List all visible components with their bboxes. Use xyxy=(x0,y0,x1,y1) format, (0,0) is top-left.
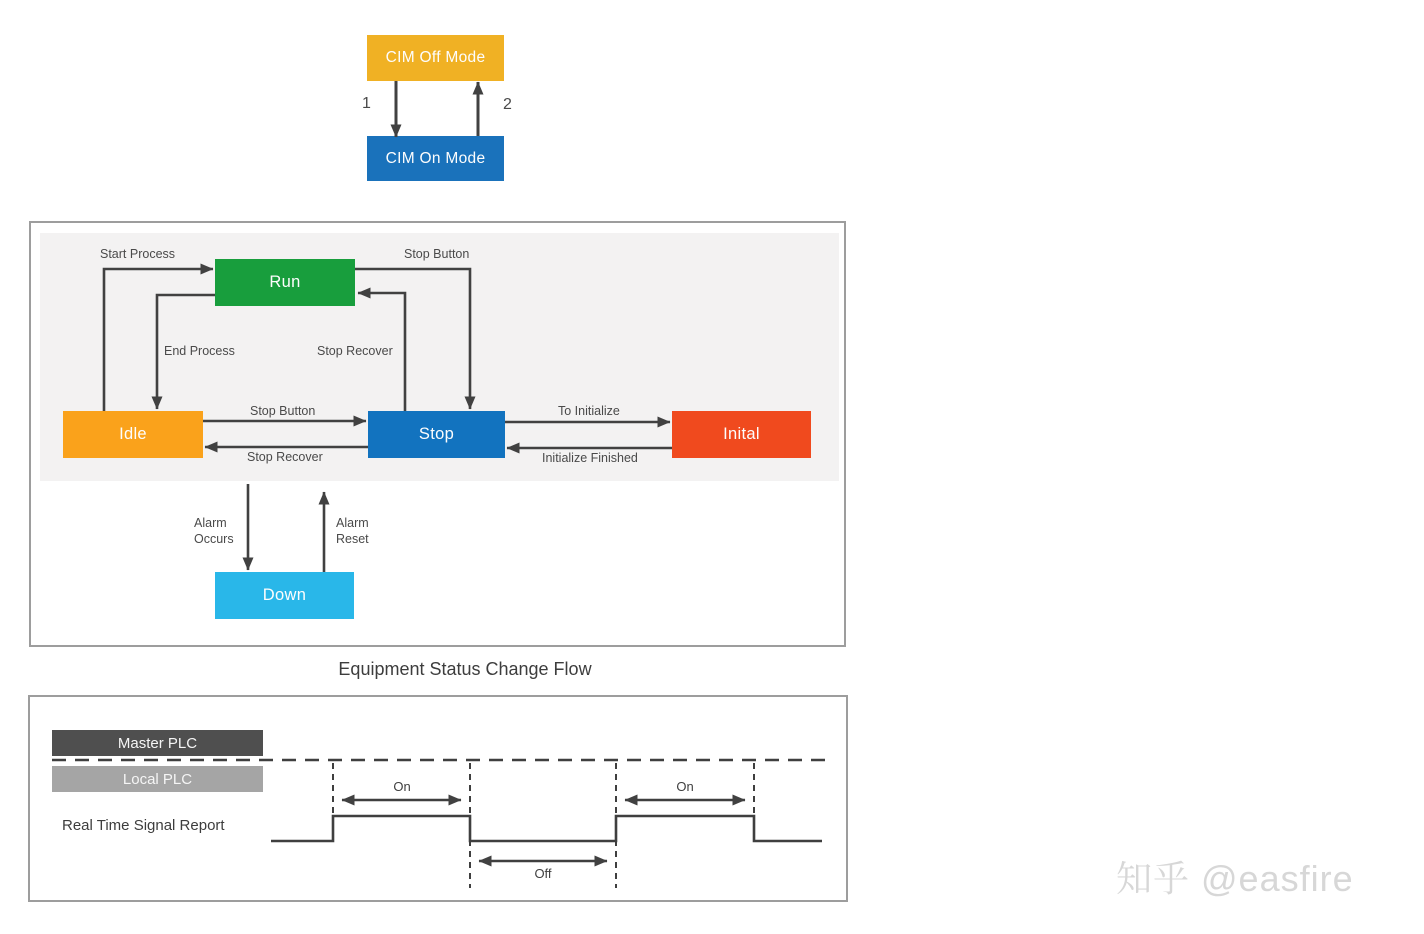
label-stop-button-top: Stop Button xyxy=(404,247,470,261)
watermark: 知乎 @easfire xyxy=(1116,858,1354,899)
label-end-process: End Process xyxy=(164,344,235,358)
label-alarm-reset xyxy=(336,515,369,547)
state-box-stop: Stop xyxy=(368,411,505,458)
state-box-inital: Inital xyxy=(672,411,811,458)
on-label-1: On xyxy=(393,779,411,794)
label-to-initialize: To Initialize xyxy=(558,404,620,418)
cim-off-mode-box: CIM Off Mode xyxy=(367,35,504,81)
real-time-signal-report-label: Real Time Signal Report xyxy=(62,817,225,834)
master-plc-box: Master PLC xyxy=(52,730,263,756)
cim-on-mode-box: CIM On Mode xyxy=(367,136,504,181)
transition-2-label: 2 xyxy=(503,96,512,113)
off-label: Off xyxy=(534,866,552,881)
label-stop-recover-mid: Stop Recover xyxy=(317,344,393,358)
label-stop-button-idle-stop: Stop Button xyxy=(250,404,316,418)
local-plc-box: Local PLC xyxy=(52,766,263,792)
timing-panel xyxy=(28,695,848,902)
label-alarm-occurs xyxy=(194,515,234,547)
label-start-process: Start Process xyxy=(100,247,176,261)
label-alarm-occurs-line2: Occurs xyxy=(194,532,234,546)
label-initialize-finished: Initialize Finished xyxy=(542,451,638,465)
label-alarm-occurs-line1: Alarm xyxy=(194,516,227,530)
label-alarm-reset-line2: Reset xyxy=(336,532,369,546)
state-flow-caption: Equipment Status Change Flow xyxy=(338,659,592,679)
on-label-2: On xyxy=(676,779,694,794)
state-box-idle: Idle xyxy=(63,411,203,458)
label-alarm-reset-line1: Alarm xyxy=(336,516,369,530)
transition-1-label: 1 xyxy=(362,95,371,112)
label-stop-recover-stop-idle: Stop Recover xyxy=(247,450,323,464)
state-box-down: Down xyxy=(215,572,354,619)
state-box-run: Run xyxy=(215,259,355,306)
